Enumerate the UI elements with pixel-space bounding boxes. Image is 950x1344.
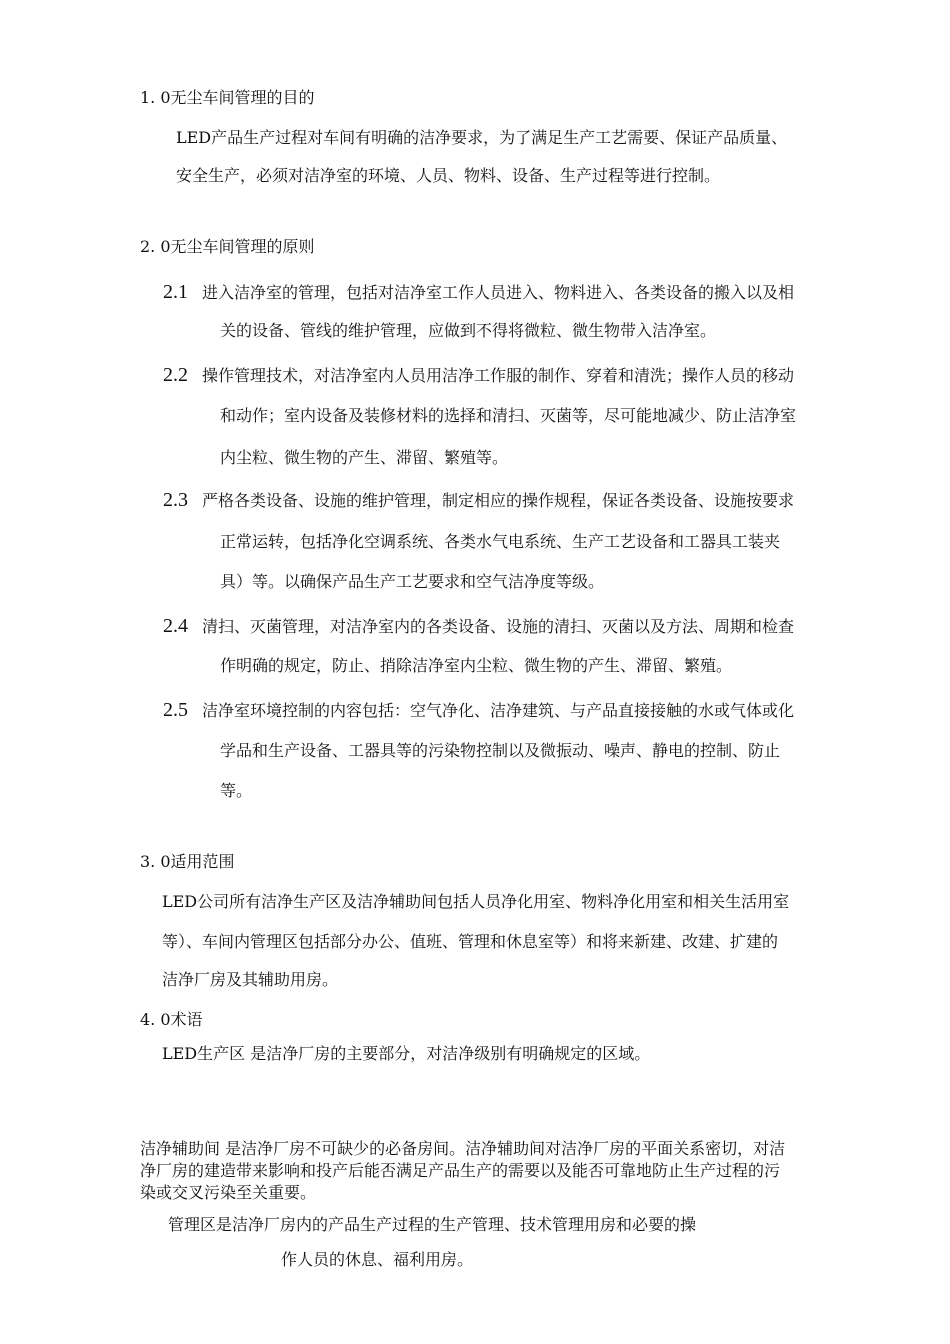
item-2-4-line-2: 作明确的规定，防止、捎除洁净室内尘粒、微生物的产生、滞留、繁殖。 [220, 656, 733, 675]
aux-line-1: 洁净辅助间 是洁净厂房不可缺少的必备房间。洁净辅助间对洁净厂房的平面关系密切，对洁 [140, 1139, 786, 1158]
section-3-line-2: 等）、车间内管理区包括部分办公、值班、管理和休息室等）和将来新建、改建、扩建的 [162, 932, 779, 951]
item-2-5-line-3: 等。 [220, 781, 253, 800]
section-3-line-3: 洁净厂房及其辅助用房。 [162, 970, 339, 989]
section-4-line: LED生产区 是洁净厂房的主要部分，对洁净级别有明确规定的区域。 [162, 1044, 651, 1063]
item-2-2-line-2: 和动作；室内设备及装修材料的选择和清扫、灭菌等，尽可能地减少、防止洁净室 [220, 406, 797, 425]
item-2-5-line-1: 洁净室环境控制的内容包括：空气净化、洁净建筑、与产品直接接触的水或气体或化 [202, 701, 795, 720]
item-2-4-number: 2.4 [163, 615, 188, 637]
item-2-1-line-2: 关的设备、管线的维护管理，应做到不得将微粒、微生物带入洁净室。 [220, 321, 717, 340]
item-2-2-number: 2.2 [163, 364, 188, 386]
item-2-1-number: 2.1 [163, 281, 188, 303]
section-3-heading: 3. 0适用范围 [140, 852, 235, 871]
item-2-1-line-1: 进入洁净室的管理，包括对洁净室工作人员进入、物料进入、各类设备的搬入以及相 [202, 283, 795, 302]
section-1-line-2: 安全生产，必须对洁净室的环境、人员、物料、设备、生产过程等进行控制。 [176, 166, 721, 185]
item-2-3-line-3: 具）等。以确保产品生产工艺要求和空气洁净度等级。 [220, 572, 605, 591]
section-3-line-1: LED公司所有洁净生产区及洁净辅助间包括人员净化用室、物料净化用室和相关生活用室 [162, 892, 790, 911]
aux-line-3: 染或交叉污染至关重要。 [140, 1183, 317, 1202]
item-2-3-number: 2.3 [163, 489, 188, 511]
section-2-heading: 2. 0无尘车间管理的原则 [140, 237, 315, 256]
aux-line-2: 净厂房的建造带来影响和投产后能否满足产品生产的需要以及能否可靠地防止生产过程的污 [140, 1161, 781, 1180]
section-1-line-1: LED产品生产过程对车间有明确的洁净要求，为了满足生产工艺需要、保证产品质量、 [176, 128, 788, 147]
item-2-2-line-1: 操作管理技术，对洁净室内人员用洁净工作服的制作、穿着和清洗；操作人员的移动 [202, 366, 795, 385]
item-2-5-number: 2.5 [163, 699, 188, 721]
section-4-heading: 4. 0术语 [140, 1010, 203, 1029]
mgmt-line-2: 作人员的休息、福利用房。 [281, 1250, 474, 1269]
item-2-5-line-2: 学品和生产设备、工器具等的污染物控制以及微振动、噪声、静电的控制、防止 [220, 741, 781, 760]
item-2-2-line-3: 内尘粒、微生物的产生、滞留、繁殖等。 [220, 448, 509, 467]
item-2-4-line-1: 清扫、灭菌管理，对洁净室内的各类设备、设施的清扫、灭菌以及方法、周期和检查 [202, 617, 795, 636]
item-2-3-line-2: 正常运转，包括净化空调系统、各类水气电系统、生产工艺设备和工器具工装夹 [220, 532, 781, 551]
section-1-heading: 1. 0无尘车间管理的目的 [140, 88, 315, 107]
item-2-3-line-1: 严格各类设备、设施的维护管理，制定相应的操作规程，保证各类设备、设施按要求 [202, 491, 795, 510]
mgmt-line-1: 管理区是洁净厂房内的产品生产过程的生产管理、技术管理用房和必要的操 [168, 1215, 697, 1234]
